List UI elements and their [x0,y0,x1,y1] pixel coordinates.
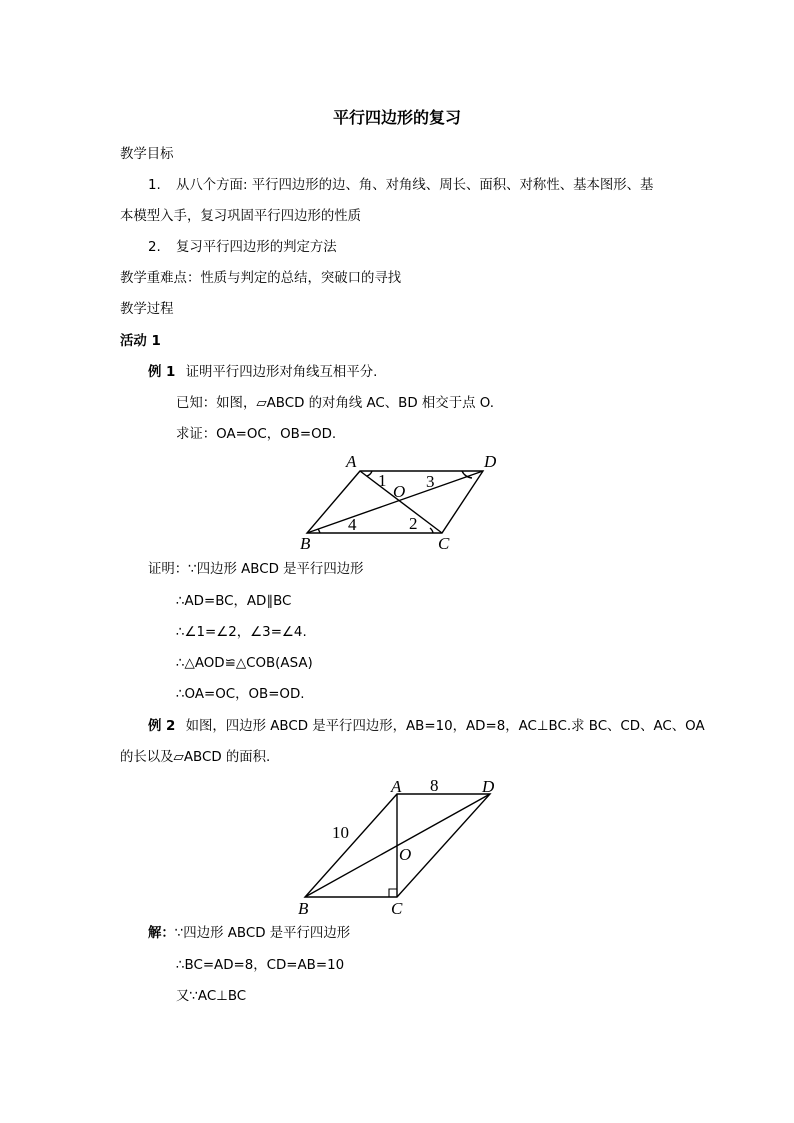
fig2-label-o: O [399,845,412,864]
fig2-label-d: D [482,777,495,796]
fig1-label-o: O [393,482,406,501]
example-2-text-line-1: 如图，四边形 ABCD 是平行四边形，AB=10，AD=8，AC⊥BC.求 BC、CD、AC、OA [185,719,705,734]
example-1-prove: 求证：OA=OC，OB=OD. [176,427,337,442]
fig2-label-c: C [391,899,403,918]
solution-first: ∵四边形 ABCD 是平行四边形 [174,926,351,941]
goal-2-number: 2. [148,240,161,255]
fig1-angle-3: 3 [426,472,435,491]
fig2-label-b: B [298,899,309,918]
solution-line-1 [148,925,350,943]
fig2-length-ab: 10 [332,823,349,842]
fig1-label-a: A [346,452,357,471]
goal-1-line-2: 本模型入手，复习巩固平行四边形的性质 [120,209,362,224]
page-title: 平行四边形的复习 [332,108,461,127]
process-heading: 教学过程 [120,302,174,317]
example-1-label: 例 1 [148,365,176,380]
key-points: 教学重难点：性质与判定的总结，突破口的寻找 [120,271,402,286]
proof-line-1: 证明：∵四边形 ABCD 是平行四边形 [148,562,364,577]
solution-line-2: ∴BC=AD=8，CD=AB=10 [176,958,345,973]
fig2-label-a: A [391,777,402,796]
proof-line-2: ∴AD=BC，AD∥BC [176,594,292,609]
fig1-label-d: D [484,452,497,471]
proof-line-5: ∴OA=OC，OB=OD. [176,687,305,702]
solution-line-3: 又∵AC⊥BC [176,989,247,1004]
fig1-angle-4: 4 [348,515,357,534]
fig2-length-ad: 8 [430,776,439,795]
goal-1-line-1: 从八个方面: 平行四边形的边、角、对角线、周长、面积、对称性、基本图形、基 [176,178,654,193]
fig1-angle-1: 1 [378,471,387,490]
example-1-given: 已知：如图，▱ABCD 的对角线 AC、BD 相交于点 O. [176,396,494,411]
goals-heading: 教学目标 [120,147,174,162]
proof-line-4: ∴△AOD≌△COB(ASA) [176,656,313,671]
solution-label: 解： [148,926,175,941]
goal-1-number: 1. [148,178,161,193]
activity-heading: 活动 1 [120,334,161,349]
fig1-label-c: C [438,534,450,553]
example-1-text: 证明平行四边形对角线互相平分. [185,365,378,380]
example-2-text-line-2: 的长以及▱ABCD 的面积. [120,750,271,765]
goal-2-text: 复习平行四边形的判定方法 [176,240,337,255]
example-2-label: 例 2 [148,719,176,734]
fig1-angle-2: 2 [409,514,418,533]
fig1-label-b: B [300,534,311,553]
proof-line-3: ∴∠1=∠2，∠3=∠4. [176,625,307,640]
